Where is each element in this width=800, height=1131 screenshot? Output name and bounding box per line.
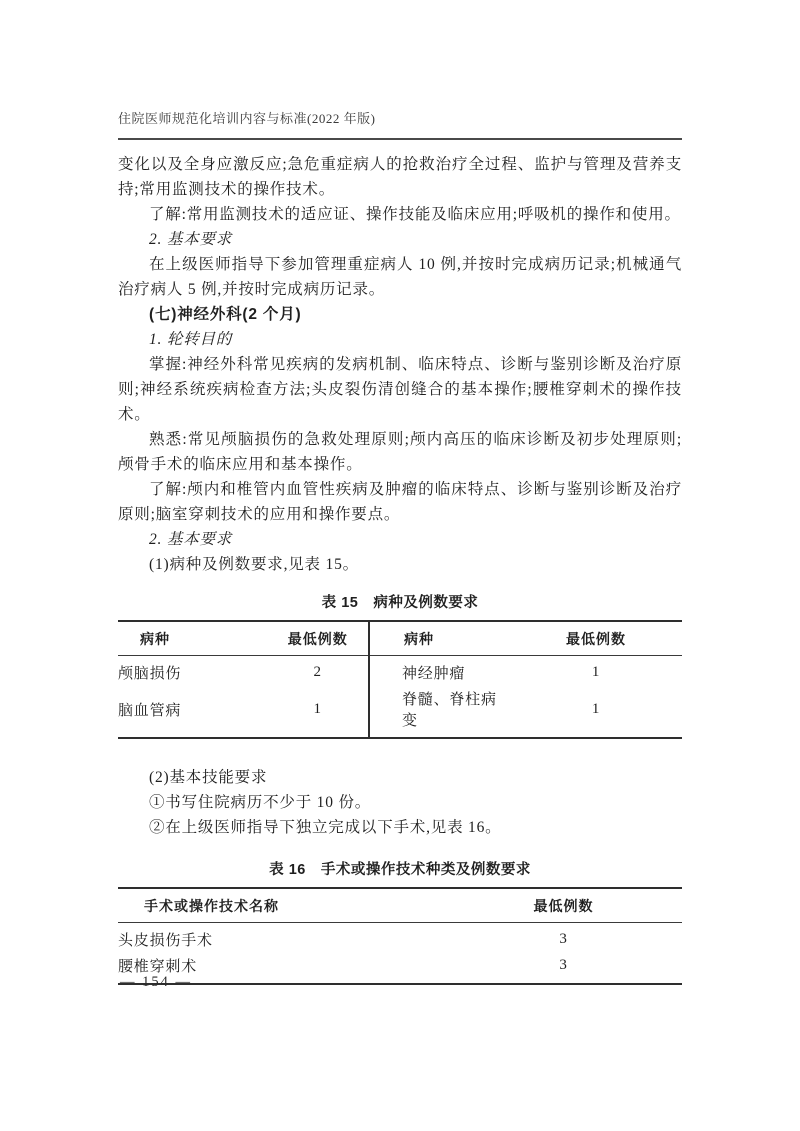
paragraph-liaojie-icu: 了解:常用监测技术的适应证、操作技能及临床应用;呼吸机的操作和使用。: [149, 206, 681, 223]
table-15-header-mincases-left: 最低例数: [267, 621, 369, 656]
paragraph-zhangwo: 掌握:神经外科常见疾病的发病机制、临床特点、诊断与鉴别诊断及治疗原则;神经系统疾病检查方法;头皮裂伤清创缝合的基本操作;腰椎穿刺术的操作技术。: [118, 356, 682, 423]
table-cell-count: 1: [591, 700, 601, 717]
table-cell-count: 3: [559, 957, 568, 973]
paragraph-continuation: 变化以及全身应激反应;急危重症病人的抢救治疗全过程、监护与管理及营养支持;常用监测技术的操作技术。: [118, 156, 682, 198]
table-16-title: 表 16 手术或操作技术种类及例数要求: [269, 862, 531, 878]
table-row: [118, 923, 682, 953]
table-15-header-row: [118, 621, 682, 656]
table-16-header-row: [118, 888, 682, 923]
paragraph-liaojie-neuro: 了解:颅内和椎管内血管性疾病及肿瘤的临床特点、诊断与鉴别诊断及治疗原则;脑室穿刺技术的应用和操作要点。: [118, 481, 682, 523]
heading-basic-requirements-icu: 2. 基本要求: [149, 231, 233, 248]
skills-section: [118, 765, 682, 840]
table-15-header-disease-right: 病种: [369, 621, 510, 656]
table-cell-count: 1: [591, 664, 601, 680]
table-cell-count: 2: [267, 656, 369, 686]
heading-basic-requirements-neuro: 2. 基本要求: [149, 531, 233, 548]
table-16-block: [118, 858, 682, 985]
table-row: [118, 685, 682, 738]
table-row: [118, 952, 682, 984]
table-cell-disease: 脊髓、脊柱病变: [401, 692, 497, 729]
paragraph-basic-skills-heading: (2)基本技能要求: [149, 769, 268, 786]
page-number: — 154 —: [120, 974, 192, 990]
table-cell-disease: 神经肿瘤: [401, 666, 466, 682]
table-cell-operation: 头皮损伤手术: [118, 933, 213, 949]
table-cell-operation: 腰椎穿刺术: [118, 959, 198, 975]
table-cell-count: 1: [267, 685, 369, 738]
paragraph-skill-item-2: ②在上级医师指导下独立完成以下手术,见表 16。: [149, 819, 502, 836]
table-16-header-operation: 手术或操作技术名称: [118, 888, 445, 923]
table-16-header-mincases: 最低例数: [445, 888, 682, 923]
table-cell-disease: 脑血管病: [118, 702, 182, 719]
body-content: [118, 152, 682, 577]
table-cell-count: 3: [559, 931, 568, 947]
paragraph-skill-item-1: ①书写住院病历不少于 10 份。: [149, 794, 372, 811]
paragraph-icu-case-counts: 在上级医师指导下参加管理重症病人 10 例,并按时完成病历记录;机械通气治疗病人 5 例,并按时完成病历记录。: [118, 256, 682, 298]
running-head: 住院医师规范化培训内容与标准(2022 年版): [118, 0, 682, 140]
table-15: [118, 620, 682, 739]
table-cell-disease: 颅脑损伤: [118, 666, 182, 682]
table-row: [118, 656, 682, 686]
heading-rotation-purpose: 1. 轮转目的: [149, 331, 233, 348]
table-15-header-mincases-right: 最低例数: [510, 621, 682, 656]
table-15-block: [118, 591, 682, 739]
table-16: [118, 887, 682, 985]
paragraph-shuxi: 熟悉:常见颅脑损伤的急救处理原则;颅内高压的临床诊断及初步处理原则;颅骨手术的临床应用和基本操作。: [118, 431, 682, 473]
document-page: [118, 0, 682, 985]
table-15-header-disease-left: 病种: [118, 621, 267, 656]
table-15-title: 表 15 病种及例数要求: [321, 595, 479, 611]
paragraph-disease-requirement-ref: (1)病种及例数要求,见表 15。: [149, 556, 359, 573]
section-heading-neurosurgery: (七)神经外科(2 个月): [149, 306, 302, 323]
